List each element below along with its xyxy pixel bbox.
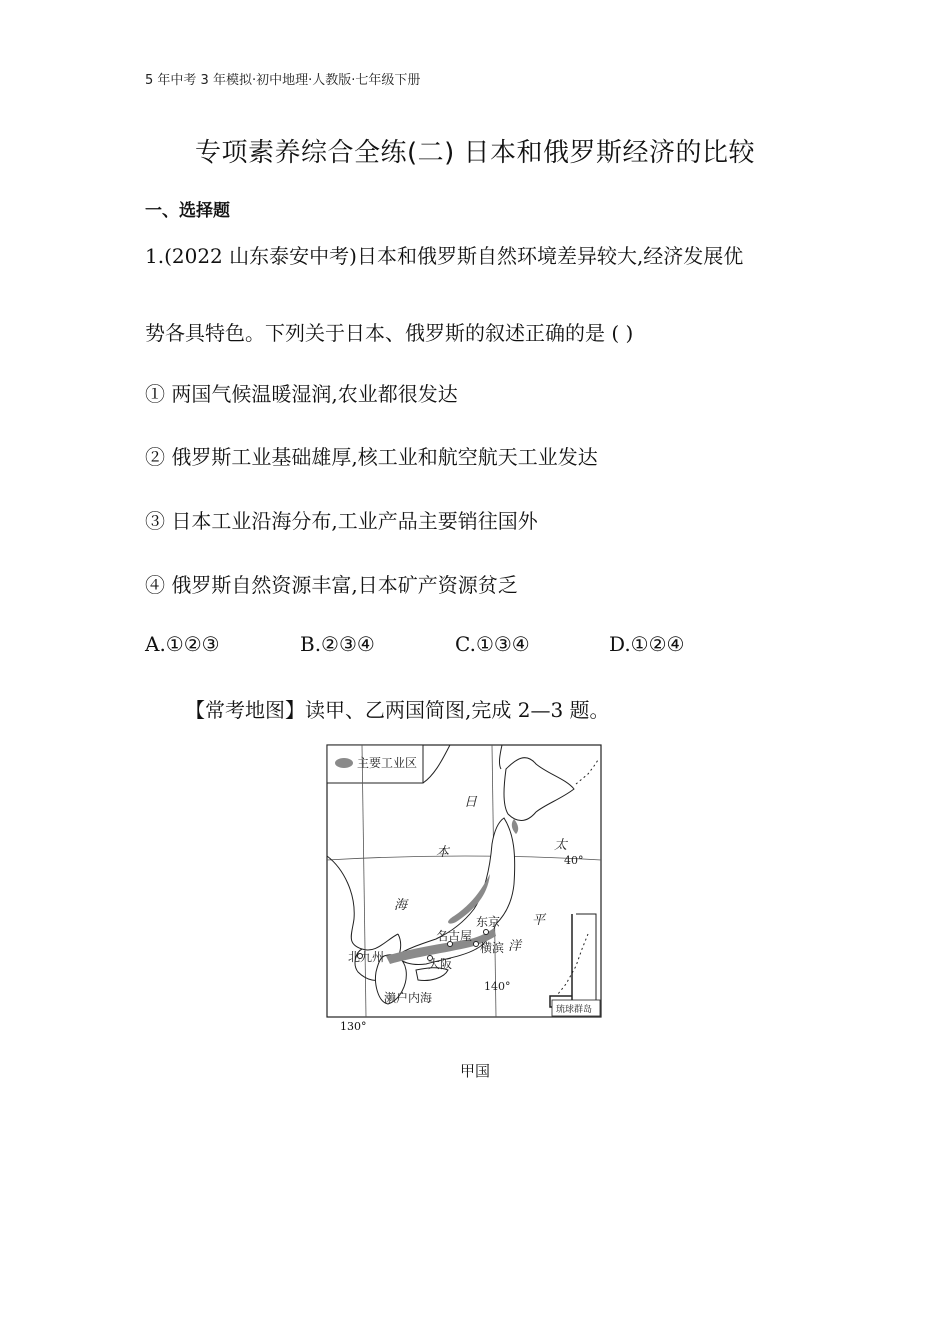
tokyo-marker [484,930,489,935]
sea-label-tai: 太 [554,838,568,853]
question-1-line-1: 1.(2022 山东泰安中考)日本和俄罗斯自然环境差异较大,经济发展优 [145,244,744,268]
city-label-tokyo: 东京 [476,915,501,929]
question-1-line-2: 势各具特色。下列关于日本、俄罗斯的叙述正确的是 ( ) [145,321,634,345]
option-c[interactable]: C.①③④ [455,632,530,656]
inland-sea-label: 濑户内海 [384,991,433,1005]
sea-label-ping: 平 [532,913,546,928]
latitude-label: 40° [564,854,584,867]
longitude-label-140: 140° [484,980,511,993]
legend-swatch [335,758,353,768]
statement-1: ① 两国气候温暖湿润,农业都很发达 [145,382,458,406]
option-b[interactable]: B.②③④ [300,632,375,656]
city-label-yokohama: 横滨 [480,941,505,955]
statement-3: ③ 日本工业沿海分布,工业产品主要销往国外 [145,509,538,533]
page-header: 5 年中考 3 年模拟·初中地理·人教版·七年级下册 [145,73,421,88]
option-a[interactable]: A.①②③ [145,632,220,656]
legend-label: 主要工业区 [357,756,418,770]
city-label-osaka: 大阪 [428,957,453,971]
statement-2: ② 俄罗斯工业基础雄厚,核工业和航空航天工业发达 [145,445,598,469]
city-label-kitakyushu: 北九州 [348,950,385,964]
yokohama-marker [474,942,479,947]
sea-label-ri: 日 [464,795,478,810]
city-label-nagoya: 名古屋 [436,929,473,943]
map-prompt: 【常考地图】读甲、乙两国简图,完成 2—3 题。 [185,698,610,722]
section-heading: 一、选择题 [145,201,230,221]
inset-label: 琉球群岛 [556,1005,593,1015]
sea-label-yang: 洋 [508,939,522,954]
sea-label-hai: 海 [394,898,408,913]
longitude-label-130: 130° [340,1020,367,1033]
sea-label-ben: 本 [436,845,450,860]
page-title: 专项素养综合全练(二) 日本和俄罗斯经济的比较 [194,138,756,168]
statement-4: ④ 俄罗斯自然资源丰富,日本矿产资源贫乏 [145,573,518,597]
map-caption: 甲国 [459,1062,490,1080]
option-d[interactable]: D.①②④ [609,632,685,656]
japan-map [326,744,602,1018]
